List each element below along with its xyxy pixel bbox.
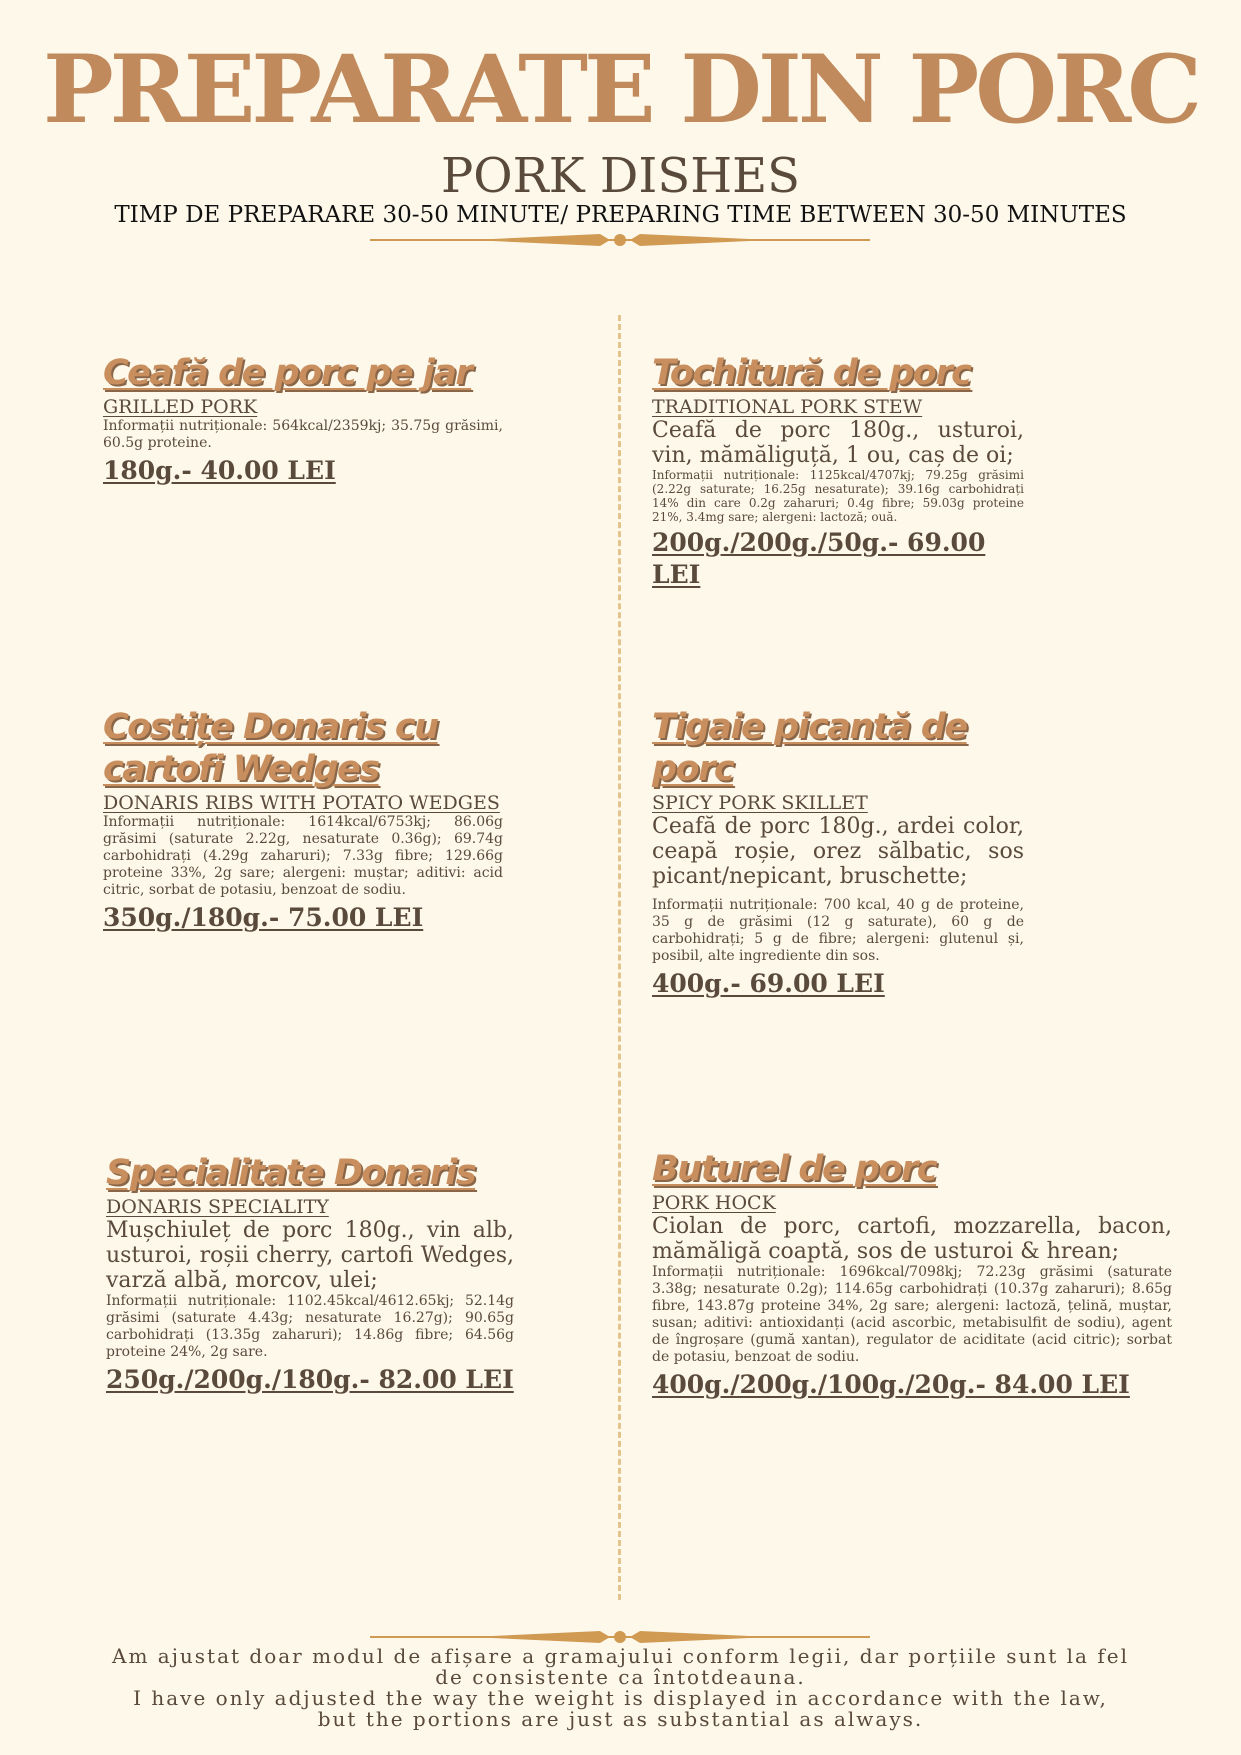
- preparing-time: TIMP DE PREPARARE 30-50 MINUTE/ PREPARING TIME BETWEEN 30-50 MINUTES: [114, 202, 1127, 228]
- item-nutrition: Informații nutriționale: 564kcal/2359kj; 35.75g grăsimi, 60.5g proteine.: [103, 418, 503, 451]
- item-name: Ceafă de porc pe jar: [103, 353, 472, 393]
- item-english-name: PORK HOCK: [652, 1192, 776, 1214]
- item-nutrition: Informații nutriționale: 1102.45kcal/4612.65kj; 52.14g grăsimi (saturate 4.43g; nesaturate 16.27g); 90.65g carbohidrați (13.35g zaharuri); 14.86g fibre; 64.56g proteine 24%, 2g sare.: [106, 1293, 514, 1360]
- item-name: Costițe Donaris cu cartofi Wedges: [103, 707, 438, 789]
- item-english-name: TRADITIONAL PORK STEW: [652, 396, 923, 418]
- footer-en-line-2: but the portions are just as substantial as always.: [317, 1707, 924, 1731]
- menu-item-spicy-pork-skillet: [652, 706, 1024, 1000]
- item-nutrition: Informații nutriționale: 1696kcal/7098kj; 72.23g grăsimi (saturate 3.38g; nesaturate 0.2g); 114.65g carbohidrați (10.37g zaharuri); 8.65g fibre, 143.87g proteine 34%, 2g sare; alergeni: lactoză, țelină, muștar, susan; aditivi: antioxidanți (acid ascorbic, metabisulfit de sodiu), agent de îngroșare (gumă xantan), regulator de aciditate (acid citric); sorbat de potasiu, benzoat de sodiu.: [652, 1264, 1172, 1365]
- item-nutrition: Informații nutriționale: 1125kcal/4707kj; 79.25g grăsimi (2.22g saturate; 16.25g nesaturate); 39.16g carbohidrați 14% din care 0.2g zaharuri; 0.4g fibre; 59.03g proteine 21%, 3.4mg sare; alergeni: lactoză; ouă.: [652, 468, 1024, 524]
- item-english-name: DONARIS SPECIALITY: [106, 1196, 329, 1218]
- menu-item-donaris-speciality: [106, 1152, 514, 1396]
- item-description: Ceafă de porc 180g., usturoi, vin, mămăliguță, 1 ou, caș de oi;: [652, 418, 1024, 468]
- item-description: Ceafă de porc 180g., ardei color, ceapă roșie, orez sălbatic, sos picant/nepicant, bruschette;: [652, 814, 1024, 889]
- page-title: PREPARATE DIN PORC: [42, 35, 1199, 145]
- item-price: 200g./200g./50g.- 69.00 LEI: [652, 528, 986, 589]
- page-subtitle: PORK DISHES: [440, 148, 800, 204]
- menu-item-pork-hock: [652, 1148, 1172, 1401]
- item-name: Buturel de porc: [652, 1149, 937, 1189]
- footer-en-line-1: I have only adjusted the way the weight is displayed in accordance with the law,: [133, 1686, 1108, 1710]
- item-price: 250g./200g./180g.- 82.00 LEI: [106, 1365, 514, 1394]
- item-nutrition: Informații nutriționale: 1614kcal/6753kj; 86.06g grăsimi (saturate 2.22g, nesaturate 0.36g); 69.74g carbohidrați (4.29g zaharuri); 7.33g fibre; 129.66g proteine 33%, 2g sare; alergeni: muștar; aditivi: acid citric, sorbat de potasiu, benzoat de sodiu.: [103, 814, 503, 898]
- item-english-name: SPICY PORK SKILLET: [652, 792, 868, 814]
- item-price: 400g./200g./100g./20g.- 84.00 LEI: [652, 1370, 1130, 1399]
- item-name: Tigaie picantă de porc: [652, 707, 967, 789]
- footer-ro-line-2: de consistente ca întotdeauna.: [435, 1665, 806, 1689]
- item-english-name: GRILLED PORK: [103, 396, 258, 418]
- column-divider: [618, 315, 621, 1600]
- item-name: Specialitate Donaris: [106, 1153, 476, 1193]
- item-price: 400g.- 69.00 LEI: [652, 969, 885, 998]
- footer-ro-line-1: Am ajustat doar modul de afișare a gramajului conform legii, dar porțiile sunt la fel: [112, 1644, 1129, 1668]
- item-price: 350g./180g.- 75.00 LEI: [103, 903, 424, 932]
- item-price: 180g.- 40.00 LEI: [103, 456, 336, 485]
- item-nutrition: Informații nutriționale: 700 kcal, 40 g de proteine, 35 g de grăsimi (12 g saturate), 60 g de carbohidrați; 5 g de fibre; alergeni: glutenul și, posibil, alte ingrediente din sos.: [652, 897, 1024, 964]
- footer-note: [0, 1646, 1241, 1730]
- item-description: Mușchiuleț de porc 180g., vin alb, usturoi, roșii cherry, cartofi Wedges, varză albă, morcov, ulei;: [106, 1218, 514, 1293]
- menu-item-grilled-pork: [103, 352, 503, 487]
- ornament-divider-top: [370, 230, 870, 250]
- item-english-name: DONARIS RIBS WITH POTATO WEDGES: [103, 792, 500, 814]
- item-name: Tochitură de porc: [652, 353, 971, 393]
- item-description: Ciolan de porc, cartofi, mozzarella, bacon, mămăligă coaptă, sos de usturoi & hrean;: [652, 1214, 1172, 1264]
- menu-item-pork-stew: [652, 352, 1024, 591]
- menu-item-donaris-ribs: [103, 706, 503, 934]
